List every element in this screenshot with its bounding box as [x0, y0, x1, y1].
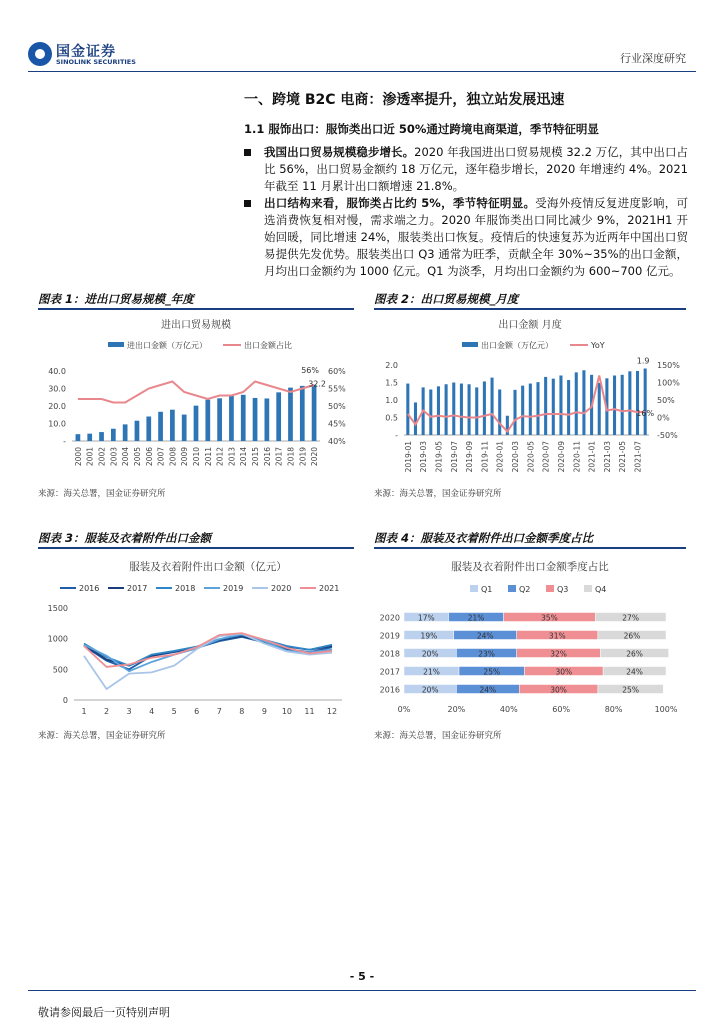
figure-3-source: 来源：海关总署，国金证券研究所 [38, 731, 166, 741]
disclaimer-note: 敬请参阅最后一页特别声明 [38, 1006, 170, 1019]
data-label: 25% [622, 685, 639, 695]
x-tick-label: 2001 [85, 447, 95, 467]
bar [636, 371, 639, 435]
bar [288, 388, 293, 441]
figure-3-title: 图表 3：服装及衣着附件出口金额 [38, 531, 212, 545]
y-tick-label: 1000 [47, 634, 68, 644]
data-label: 56% [301, 366, 319, 375]
x-tick-label: 3 [126, 707, 132, 716]
bar [170, 410, 175, 441]
x-tick-label: 60% [552, 705, 571, 714]
x-tick-label: 2015 [251, 447, 261, 467]
chart-title: 进出口贸易规模 [161, 320, 231, 331]
y-tick-label-left: 1.0 [385, 396, 398, 405]
x-tick-label: 2020-09 [556, 441, 566, 473]
data-label: 30% [555, 667, 573, 677]
bullet-text: 2020 年我国进出口贸易规模 32.2 万亿，其中出口占比 56%，出口贸易金额约 18 万亿元，逐年稳步增长，2020 年增速约 4%。2021 年截至 11 月累计出口额增速 21.8%。 [264, 145, 688, 193]
bar [483, 381, 486, 435]
legend-bar-swatch [462, 342, 478, 347]
y-tick-label-right: 50% [657, 396, 675, 405]
y-tick-label-right: 150% [657, 361, 680, 370]
chart-title: 服装及衣着附件出口金额季度占比 [451, 561, 609, 573]
y-tick-label: 1500 [47, 604, 68, 613]
section-subtitle: 1.1 服饰出口：服饰类出口近 50%通过跨境电商渠道，季节特征明显 [244, 122, 599, 136]
x-tick-label: 2006 [144, 447, 154, 467]
y-tick-label-left: 0.5 [385, 413, 398, 423]
data-label: 24% [476, 631, 494, 641]
x-tick-label: 2020-11 [572, 441, 582, 473]
bar [567, 380, 570, 435]
x-tick-label: 2007 [156, 447, 166, 467]
y-tick-label-right: 50% [328, 402, 346, 411]
y-tick-label: 2020 [379, 613, 400, 623]
legend-swatch [470, 585, 478, 592]
y-tick-label-right: 40% [328, 437, 346, 446]
bar [253, 398, 258, 441]
x-tick-label: 0% [397, 705, 411, 714]
legend-label: 2016 [79, 584, 100, 593]
y-tick-label-right: 55% [328, 384, 346, 394]
bar [123, 424, 128, 441]
data-label: 17% [417, 613, 435, 623]
figure-3-rule [38, 547, 354, 549]
header-divider [28, 71, 696, 72]
data-label: 26% [626, 649, 643, 659]
y-tick-label-left: 40.0 [48, 367, 66, 376]
bar [158, 412, 163, 441]
bar [406, 384, 409, 435]
bar [414, 402, 417, 435]
x-tick-label: 2 [103, 707, 110, 716]
bar [429, 390, 432, 436]
y-tick-label-right: 100% [657, 378, 680, 388]
bar [598, 383, 601, 435]
y-tick-label: 2017 [379, 667, 400, 677]
x-tick-label: 100% [654, 705, 678, 714]
bar [99, 432, 104, 441]
x-tick-label: 2020-03 [511, 441, 521, 473]
company-logo [28, 40, 148, 70]
bar [613, 376, 616, 436]
data-label: 26% [623, 631, 641, 641]
bar [544, 377, 547, 435]
logo-mark-icon [28, 42, 52, 66]
figure-2-chart [374, 311, 686, 481]
page-number: - 5 - [349, 970, 375, 983]
y-tick-label-left: 1.5 [385, 378, 398, 388]
x-tick-label: 8 [239, 707, 245, 716]
bar [475, 387, 478, 435]
y-tick-label-left: 10.0 [48, 419, 66, 429]
x-tick-label: 2009 [180, 447, 190, 467]
legend-label: 进出口金额（万亿元） [127, 341, 207, 350]
legend-label: 出口金额（万亿元） [481, 341, 553, 350]
y-tick-label-left: 2.0 [385, 361, 398, 370]
bar [194, 406, 199, 441]
legend-label: Q4 [595, 585, 607, 594]
legend-label: 2018 [175, 584, 196, 593]
bar [513, 390, 516, 435]
bar [552, 379, 555, 435]
x-tick-label: 2019-01 [403, 441, 413, 473]
x-tick-label: 2013 [227, 447, 237, 467]
x-tick-label: 2000 [73, 447, 83, 467]
x-tick-label: 5 [171, 707, 177, 716]
data-label: 21% [423, 667, 440, 677]
y-tick-label-left: - [395, 431, 398, 440]
data-label: 25% [483, 667, 501, 677]
bar [452, 383, 455, 436]
data-label: 32.2 [308, 379, 327, 389]
y-tick-label: 2019 [379, 631, 400, 641]
y-tick-label-left: 20.0 [48, 402, 66, 411]
x-tick-label: 2021-07 [633, 441, 643, 473]
data-label: 35% [541, 613, 558, 623]
y-tick-label-left: - [63, 437, 66, 446]
x-tick-label: 2019 [298, 447, 308, 467]
bar [205, 400, 210, 441]
data-label: 32% [550, 649, 567, 659]
x-tick-label: 7 [216, 707, 222, 716]
y-tick-label-right: -50% [657, 431, 678, 440]
y-tick-label: 0 [62, 696, 68, 705]
bullet-paragraph-1 [244, 144, 688, 195]
x-tick-label: 2020-01 [495, 441, 505, 473]
x-tick-label: 2019-09 [465, 441, 475, 473]
series-line [408, 376, 645, 432]
bullet-paragraph-2 [244, 195, 688, 280]
legend-label: 出口金额占比 [244, 341, 292, 350]
x-tick-label: 2005 [132, 447, 142, 467]
bullet-text: 受海外疫情反复进度影响，可选消费恢复相对慢，需求端之力。2020 年服饰类出口同比减少 9%，2021H1 开始回暖，同比增速 24%，服装类出口恢复。疫情后的快速复苏为近两年中国出口贸易提供先发优势。服装类出口 Q3 通常为旺季，贡献全年 30%~35%的出口金额，月均出口金额约为 1000 亿元。Q1 为淡季，月均出口金额约为 600~700 亿元。 [264, 196, 688, 278]
figure-2-source: 来源：海关总署，国金证券研究所 [374, 489, 502, 499]
y-tick-label-right: 60% [328, 367, 346, 376]
bar [644, 369, 647, 436]
bar [521, 386, 524, 435]
bar [621, 375, 624, 435]
bar [445, 384, 448, 435]
legend-swatch [508, 585, 516, 592]
y-tick-label: 2018 [379, 649, 400, 659]
x-tick-label: 2008 [168, 447, 178, 467]
x-tick-label: 2003 [109, 447, 119, 467]
bar [575, 372, 578, 435]
x-tick-label: 2021-01 [587, 441, 597, 473]
chart-title: 服装及衣着附件出口金额（亿元） [129, 561, 287, 573]
legend-label: 2021 [319, 584, 340, 593]
bar [460, 384, 463, 435]
data-label: 24% [626, 667, 643, 677]
x-tick-label: 2011 [203, 447, 213, 467]
bar [628, 371, 631, 435]
x-tick-label: 2020 [310, 447, 320, 467]
bar [468, 384, 471, 435]
data-label: 24% [479, 685, 497, 695]
x-tick-label: 2019-03 [419, 441, 429, 473]
data-label: 20% [421, 685, 439, 695]
legend-swatch [584, 585, 592, 592]
x-tick-label: 6 [194, 707, 200, 716]
x-tick-label: 2016 [262, 447, 272, 467]
x-tick-label: 2002 [97, 447, 107, 467]
bar [217, 398, 222, 441]
figure-1-chart [38, 311, 354, 481]
x-tick-label: 2017 [274, 447, 284, 467]
figure-1-rule [38, 308, 354, 310]
logo-text-cn: 国金证券 [56, 44, 116, 60]
figure-4-chart [374, 550, 686, 725]
data-label: 31% [548, 631, 566, 641]
figure-2-title: 图表 2：出口贸易规模_月度 [374, 292, 519, 306]
bar [437, 386, 440, 435]
bar [135, 421, 140, 441]
figure-2-rule [374, 308, 686, 310]
x-tick-label: 2012 [215, 447, 225, 467]
x-tick-label: 12 [326, 707, 338, 716]
legend-bar-swatch [108, 342, 124, 347]
bar [76, 434, 81, 441]
data-label: 19% [420, 631, 438, 641]
figure-1-source: 来源：海关总署，国金证券研究所 [38, 489, 166, 499]
x-tick-label: 2014 [239, 447, 249, 467]
data-label: 1.9 [636, 356, 650, 366]
x-tick-label: 11 [304, 707, 315, 716]
legend-label: 2020 [271, 584, 292, 593]
bar [491, 378, 494, 435]
x-tick-label: 2010 [192, 447, 201, 467]
x-tick-label: 9 [261, 707, 267, 716]
x-tick-label: 2019-07 [449, 441, 459, 473]
x-tick-label: 10 [281, 707, 293, 716]
bar [312, 385, 317, 441]
data-label: 20% [421, 649, 439, 659]
bar [241, 395, 246, 441]
chart-title: 出口金额 月度 [498, 320, 562, 331]
y-tick-label-right: 0% [657, 413, 670, 423]
bar [529, 384, 532, 435]
bullet-square-icon [244, 200, 251, 207]
bar [582, 370, 585, 435]
y-tick-label-right: 45% [328, 419, 346, 429]
x-tick-label: 1 [81, 707, 87, 716]
figure-4-rule [374, 547, 686, 549]
bar [111, 429, 116, 441]
legend-label: YoY [591, 341, 605, 350]
data-label: 21% [467, 613, 485, 623]
x-tick-label: 20% [447, 705, 466, 714]
bar [559, 376, 562, 436]
figure-3-chart [38, 550, 354, 725]
bar [498, 390, 501, 436]
legend-swatch [546, 585, 554, 592]
logo-text-en: SINOLINK SECURITIES [56, 58, 136, 66]
data-label: 23% [478, 649, 495, 659]
x-tick-label: 2018 [286, 447, 296, 467]
footer-divider [28, 990, 696, 991]
y-tick-label-left: 30.0 [48, 384, 66, 394]
x-tick-label: 80% [604, 705, 623, 714]
section-title: 一、跨境 B2C 电商：渗透率提升，独立站发展迅速 [244, 92, 565, 108]
bar [87, 434, 92, 441]
data-label: 30% [550, 685, 567, 695]
data-label: 16% [636, 408, 655, 418]
bar [146, 417, 151, 442]
figure-1-title: 图表 1：进出口贸易规模_年度 [38, 292, 194, 306]
bullet-lead: 我国出口贸易规模稳步增长。 [264, 145, 415, 159]
bar [300, 386, 305, 441]
x-tick-label: 2019-05 [434, 441, 444, 473]
x-tick-label: 2020-05 [526, 441, 536, 473]
bar [276, 392, 281, 441]
legend-label: Q1 [481, 585, 493, 594]
bar [229, 396, 234, 441]
bar [182, 415, 187, 441]
bullet-square-icon [244, 149, 251, 156]
legend-label: Q3 [557, 585, 569, 594]
report-type-label: 行业深度研究 [620, 52, 686, 65]
legend-label: Q2 [519, 585, 531, 594]
bar [264, 398, 269, 441]
x-tick-label: 2019-11 [480, 441, 490, 473]
x-tick-label: 4 [149, 707, 155, 716]
figure-4-title: 图表 4：服装及衣着附件出口金额季度占比 [374, 531, 594, 545]
x-tick-label: 2021-03 [602, 441, 612, 473]
y-tick-label: 500 [52, 665, 68, 675]
legend-label: 2019 [223, 584, 244, 593]
x-tick-label: 2004 [121, 447, 131, 467]
data-label: 27% [622, 613, 639, 623]
figure-4-source: 来源：海关总署，国金证券研究所 [374, 731, 502, 741]
x-tick-label: 40% [499, 705, 518, 714]
bullet-lead: 出口结构来看，服饰类占比约 5%，季节特征明显。 [264, 196, 536, 210]
legend-label: 2017 [127, 584, 148, 593]
x-tick-label: 2020-07 [541, 441, 551, 473]
x-tick-label: 2021-05 [618, 441, 628, 473]
bar [536, 382, 539, 435]
y-tick-label: 2016 [379, 685, 400, 695]
